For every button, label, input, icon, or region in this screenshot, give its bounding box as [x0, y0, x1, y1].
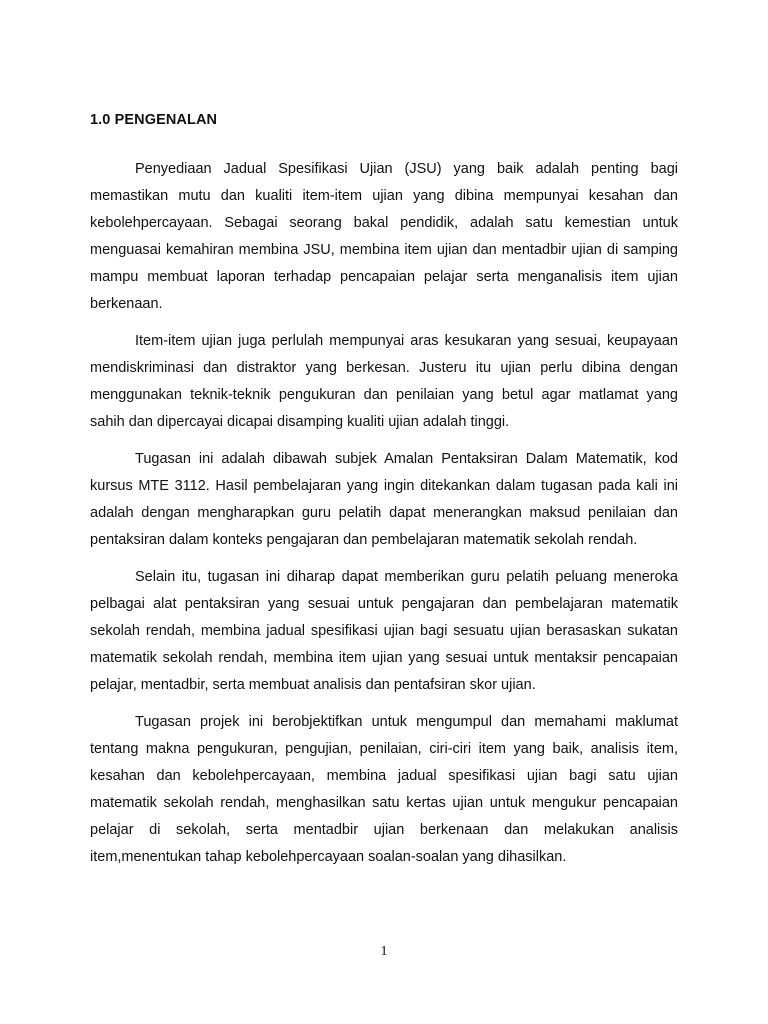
section-heading: 1.0 PENGENALAN: [90, 112, 218, 128]
page-number: 1: [380, 944, 388, 959]
paragraph-5: Tugasan projek ini berobjektifkan untuk mengumpul dan memahami maklumat tentang makna pengukuran, pengujian, penilaian, ciri-ciri item yang baik, analisis item, kesahan dan kebolehpercayaan, membina jadual spesifikasi ujian bagi satu ujian matematik sekolah rendah, menghasilkan satu kertas ujian untuk mengukur pencapaian pelajar di sekolah, serta mentadbir ujian berkenaan dan melakukan analisis item,menentukan tahap kebolehpercayaan soalan-soalan yang dihasilkan.: [90, 714, 678, 865]
paragraph-3: Tugasan ini adalah dibawah subjek Amalan Pentaksiran Dalam Matematik, kod kursus MTE 3112. Hasil pembelajaran yang ingin ditekankan dalam tugasan pada kali ini adalah dengan mengharapkan guru pelatih dapat menerangkan maksud penilaian dan pentaksiran dalam konteks pengajaran dan pembelajaran matematik sekolah rendah.: [90, 451, 678, 548]
paragraph-4: Selain itu, tugasan ini diharap dapat memberikan guru pelatih peluang meneroka pelbagai alat pentaksiran yang sesuai untuk pengajaran dan pembelajaran matematik sekolah rendah, membina jadual spesifikasi ujian bagi sesuatu ujian berasaskan sukatan matematik sekolah rendah, membina item ujian yang sesuai untuk mentaksir pencapaian pelajar, mentadbir, serta membuat analisis dan pentafsiran skor ujian.: [90, 569, 678, 693]
paragraph-1: Penyediaan Jadual Spesifikasi Ujian (JSU) yang baik adalah penting bagi memastikan mutu dan kualiti item-item ujian yang dibina mempunyai kesahan dan kebolehpercayaan. Sebagai seorang bakal pendidik, adalah satu kemestian untuk menguasai kemahiran membina JSU, membina item ujian dan mentadbir ujian di samping mampu membuat laporan terhadap pencapaian pelajar serta menganalisis item ujian berkenaan.: [90, 161, 678, 312]
paragraph-2: Item-item ujian juga perlulah mempunyai aras kesukaran yang sesuai, keupayaan mendiskriminasi dan distraktor yang berkesan. Justeru itu ujian perlu dibina dengan menggunakan teknik-teknik pengukuran dan penilaian yang betul agar matlamat yang sahih dan dipercayai dicapai disamping kualiti ujian adalah tinggi.: [90, 333, 678, 430]
